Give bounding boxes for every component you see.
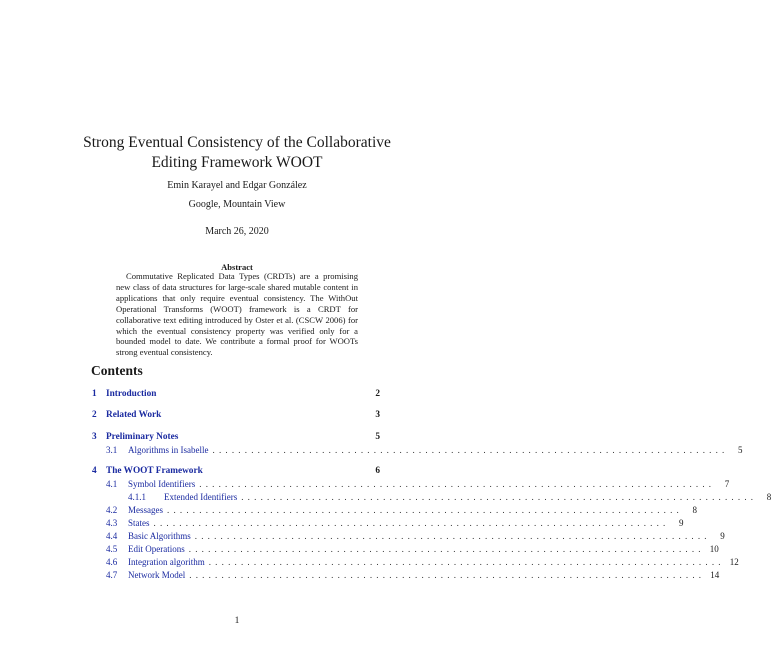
toc-entry[interactable] xyxy=(106,444,743,456)
title-line-1: Strong Eventual Consistency of the Collaborative xyxy=(83,134,391,151)
toc-entry-number: 3.1 xyxy=(106,445,118,455)
toc-leader-dots: ................................................................................ xyxy=(153,518,670,528)
toc-entry-number: 4.2 xyxy=(106,505,118,515)
toc-entry-page: 5 xyxy=(738,445,743,455)
toc-entry-title[interactable]: Related Work xyxy=(106,410,162,420)
toc-entry-page: 7 xyxy=(724,479,730,489)
toc-entry-page: 3 xyxy=(375,410,380,420)
toc-entry[interactable] xyxy=(106,530,725,542)
toc-entry[interactable] xyxy=(92,409,380,421)
toc-entry-number: 4.7 xyxy=(106,570,118,580)
toc-leader-dots: ................................................................................ xyxy=(188,544,705,554)
toc-entry-page: 5 xyxy=(375,432,380,442)
toc-entry-title[interactable]: Basic Algorithms xyxy=(128,531,191,541)
toc-entry-number: 4 xyxy=(92,466,97,476)
toc-leader-dots: ................................................................................ xyxy=(241,492,758,502)
toc-entry-number: 4.1 xyxy=(106,479,118,489)
paper-title xyxy=(0,133,474,173)
toc-entry-number: 1 xyxy=(92,389,97,399)
toc-entry-number: 4.1.1 xyxy=(128,492,146,502)
toc-entry-title[interactable]: Algorithms in Isabelle xyxy=(128,445,209,455)
toc-entry-title[interactable]: The WOOT Framework xyxy=(106,466,203,476)
authors: Emin Karayel and Edgar González xyxy=(167,180,307,191)
toc-entry-title[interactable]: Extended Identifiers xyxy=(164,492,238,502)
toc-leader-dots: ................................................................................ xyxy=(212,445,729,455)
toc-entry-page: 10 xyxy=(709,544,719,554)
toc-entry-title[interactable]: Introduction xyxy=(106,389,157,399)
affiliation: Google, Mountain View xyxy=(188,199,286,210)
page-number: 1 xyxy=(234,616,240,626)
toc-entry-page: 2 xyxy=(375,389,380,399)
toc-entry-page: 14 xyxy=(710,570,720,580)
toc-entry-title[interactable]: States xyxy=(128,518,150,528)
toc-entry-page: 9 xyxy=(679,518,684,528)
toc-entry[interactable] xyxy=(106,504,697,516)
toc-entry[interactable] xyxy=(92,431,380,443)
toc-entry-page: 12 xyxy=(729,557,739,567)
toc-entry-title[interactable]: Network Model xyxy=(128,570,186,580)
toc-entry[interactable] xyxy=(106,517,684,529)
toc-entry-number: 2 xyxy=(92,410,97,420)
toc-entry-page: 6 xyxy=(375,466,380,476)
toc-entry[interactable] xyxy=(106,478,730,490)
toc-entry-title[interactable]: Edit Operations xyxy=(128,544,185,554)
toc-entry[interactable] xyxy=(106,569,720,581)
toc-entry[interactable] xyxy=(92,465,380,477)
toc-entry-number: 3 xyxy=(92,432,97,442)
date: March 26, 2020 xyxy=(205,226,269,237)
toc-leader-dots: ................................................................................ xyxy=(189,570,706,580)
toc-entry[interactable] xyxy=(106,556,739,568)
toc-entry-page: 9 xyxy=(720,531,725,541)
contents-heading: Contents xyxy=(91,363,143,378)
abstract-text: Commutative Replicated Data Types (CRDTs) are a promising new class of data structures for large-scale shared mutable content in applications that only require eventual consistency. The WithOut Operational Transforms (WOOT) framework is a CRDT for collaborative text editing introduced by Oster et al. (CSCW 2006) for which the eventual consistency property was verified only for a bounded model to date. We contribute a formal proof for WOOTs strong eventual consistency. xyxy=(116,271,358,358)
toc-entry-page: 8 xyxy=(766,492,771,502)
toc-entry-number: 4.4 xyxy=(106,531,118,541)
toc-entry[interactable] xyxy=(92,388,380,400)
toc-entry-title[interactable]: Preliminary Notes xyxy=(106,432,179,442)
title-line-2: Editing Framework WOOT xyxy=(151,154,323,171)
toc-entry-number: 4.6 xyxy=(106,557,118,567)
toc-leader-dots: ................................................................................ xyxy=(208,557,725,567)
toc-entry-title[interactable]: Symbol Identifiers xyxy=(128,479,196,489)
toc-entry-number: 4.3 xyxy=(106,518,118,528)
toc-entry-page: 8 xyxy=(692,505,697,515)
abstract-heading: Abstract xyxy=(221,262,253,272)
toc-leader-dots: ................................................................................ xyxy=(194,531,711,541)
toc-entry-number: 4.5 xyxy=(106,544,118,554)
toc-entry[interactable] xyxy=(106,543,719,555)
toc-entry-title[interactable]: Messages xyxy=(128,505,163,515)
toc-entry[interactable] xyxy=(128,491,771,503)
toc-leader-dots: ................................................................................ xyxy=(167,505,683,515)
toc-entry-title[interactable]: Integration algorithm xyxy=(128,557,205,567)
toc-leader-dots: ................................................................................ xyxy=(199,479,716,489)
